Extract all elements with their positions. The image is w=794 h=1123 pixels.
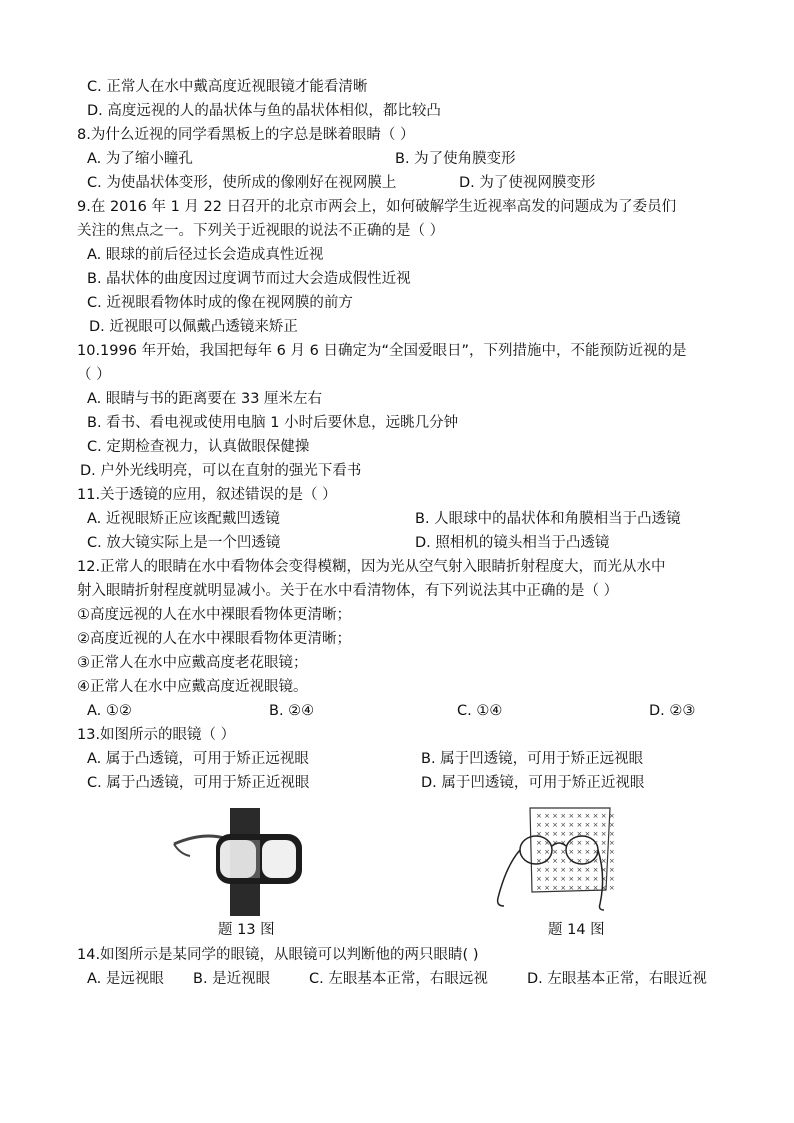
option-line: D. 为了使视网膜变形 xyxy=(459,175,596,191)
statement-line: ②高度近视的人在水中裸眼看物体更清晰； xyxy=(77,631,351,647)
option-line: A. 为了缩小瞳孔 xyxy=(87,151,193,167)
question-14: 14.如图所示是某同学的眼镜，从眼镜可以判断他的两只眼睛( ) xyxy=(77,947,479,963)
option-line: A. 属于凸透镜，可用于矫正远视眼 xyxy=(87,751,309,767)
option-line: A. 眼睛与书的距离要在 33 厘米左右 xyxy=(87,391,323,407)
option-line: D. 近视眼可以佩戴凸透镜来矫正 xyxy=(89,319,298,335)
option-line: C. 近视眼看物体时成的像在视网膜的前方 xyxy=(87,295,353,311)
option-line: A. ①② xyxy=(87,703,132,719)
option-line: D. 高度远视的人的晶状体与鱼的晶状体相似，都比较凸 xyxy=(87,103,441,119)
option-line: D. 户外光线明亮，可以在直射的强光下看书 xyxy=(80,463,362,479)
svg-text:× × × × × × × × × ×: × × × × × × × × × × xyxy=(536,821,615,829)
option-line: C. 属于凸透镜，可用于矫正近视眼 xyxy=(87,775,310,791)
option-line: C. 放大镜实际上是一个凹透镜 xyxy=(87,535,281,551)
option-line: B. 晶状体的曲度因过度调节而过大会造成假性近视 xyxy=(87,271,411,287)
glasses-over-cross-grid-image xyxy=(492,806,622,916)
question-12-cont: 射入眼睛折射程度就明显减小。关于在水中看清物体，有下列说法其中正确的是（ ） xyxy=(77,583,619,599)
question-9: 9.在 2016 年 1 月 22 日召开的北京市两会上，如何破解学生近视率高发的问题成为了委员们 xyxy=(77,199,677,215)
statement-line: ④正常人在水中应戴高度近视眼镜。 xyxy=(77,679,308,695)
option-line: B. 属于凹透镜，可用于矫正远视眼 xyxy=(421,751,644,767)
svg-text:× × × × × × × × × ×: × × × × × × × × × × xyxy=(536,812,615,820)
option-line: B. 看书、看电视或使用电脑 1 小时后要休息，远眺几分钟 xyxy=(87,415,459,431)
figure-14-caption: 题 14 图 xyxy=(548,922,605,938)
glasses-on-strip-image xyxy=(172,808,312,918)
question-12: 12.正常人的眼睛在水中看物体会变得模糊，因为光从空气射入眼睛折射程度大，而光从水中 xyxy=(77,559,666,575)
statement-line: ③正常人在水中应戴高度老花眼镜； xyxy=(77,655,308,671)
statement-line: ①高度远视的人在水中裸眼看物体更清晰； xyxy=(77,607,351,623)
option-line: C. ①④ xyxy=(457,703,503,719)
svg-text:× × × × × × × × × ×: × × × × × × × × × × xyxy=(536,857,615,865)
option-line: A. 近视眼矫正应该配戴凹透镜 xyxy=(87,511,280,527)
question-13: 13.如图所示的眼镜（ ） xyxy=(77,727,236,743)
option-line: D. 属于凹透镜，可用于矫正近视眼 xyxy=(421,775,645,791)
option-line: D. 左眼基本正常，右眼近视 xyxy=(527,971,707,987)
question-11: 11.关于透镜的应用，叙述错误的是（ ） xyxy=(77,487,337,503)
question-9-cont: 关注的焦点之一。下列关于近视眼的说法不正确的是（ ） xyxy=(77,223,445,239)
option-line: C. 定期检查视力，认真做眼保健操 xyxy=(87,439,310,455)
option-line: A. 眼球的前后径过长会造成真性近视 xyxy=(87,247,324,263)
svg-text:× × × × × × × × × ×: × × × × × × × × × × xyxy=(536,830,615,838)
question-10: 10.1996 年开始，我国把每年 6 月 6 日确定为“全国爱眼日”，下列措施中，不能预防近视的是 xyxy=(77,343,687,359)
option-line: B. 是近视眼 xyxy=(193,971,271,987)
option-line: D. 照相机的镜头相当于凸透镜 xyxy=(415,535,610,551)
svg-text:× × × × × × × × × ×: × × × × × × × × × × xyxy=(536,866,615,874)
question-10-cont: （ ） xyxy=(77,367,111,383)
svg-text:× × × × × × × × × ×: × × × × × × × × × × xyxy=(536,839,615,847)
option-line: B. 为了使角膜变形 xyxy=(395,151,516,167)
svg-text:× × × × × × × × × ×: × × × × × × × × × × xyxy=(536,875,615,883)
option-line: B. 人眼球中的晶状体和角膜相当于凸透镜 xyxy=(415,511,681,527)
option-line: C. 为使晶状体变形，使所成的像刚好在视网膜上 xyxy=(87,175,397,191)
svg-text:× × × × × × × × × ×: × × × × × × × × × × xyxy=(536,884,615,892)
figure-13-caption: 题 13 图 xyxy=(218,922,275,938)
option-line: B. ②④ xyxy=(269,703,315,719)
option-line: C. 左眼基本正常，右眼远视 xyxy=(309,971,488,987)
option-line: D. ②③ xyxy=(649,703,696,719)
question-8: 8.为什么近视的同学看黑板上的字总是眯着眼睛（ ） xyxy=(77,127,415,143)
option-line: A. 是远视眼 xyxy=(87,971,164,987)
option-line: C. 正常人在水中戴高度近视眼镜才能看清晰 xyxy=(87,79,368,95)
svg-text:× × × × × × × × × ×: × × × × × × × × × × xyxy=(536,848,615,856)
